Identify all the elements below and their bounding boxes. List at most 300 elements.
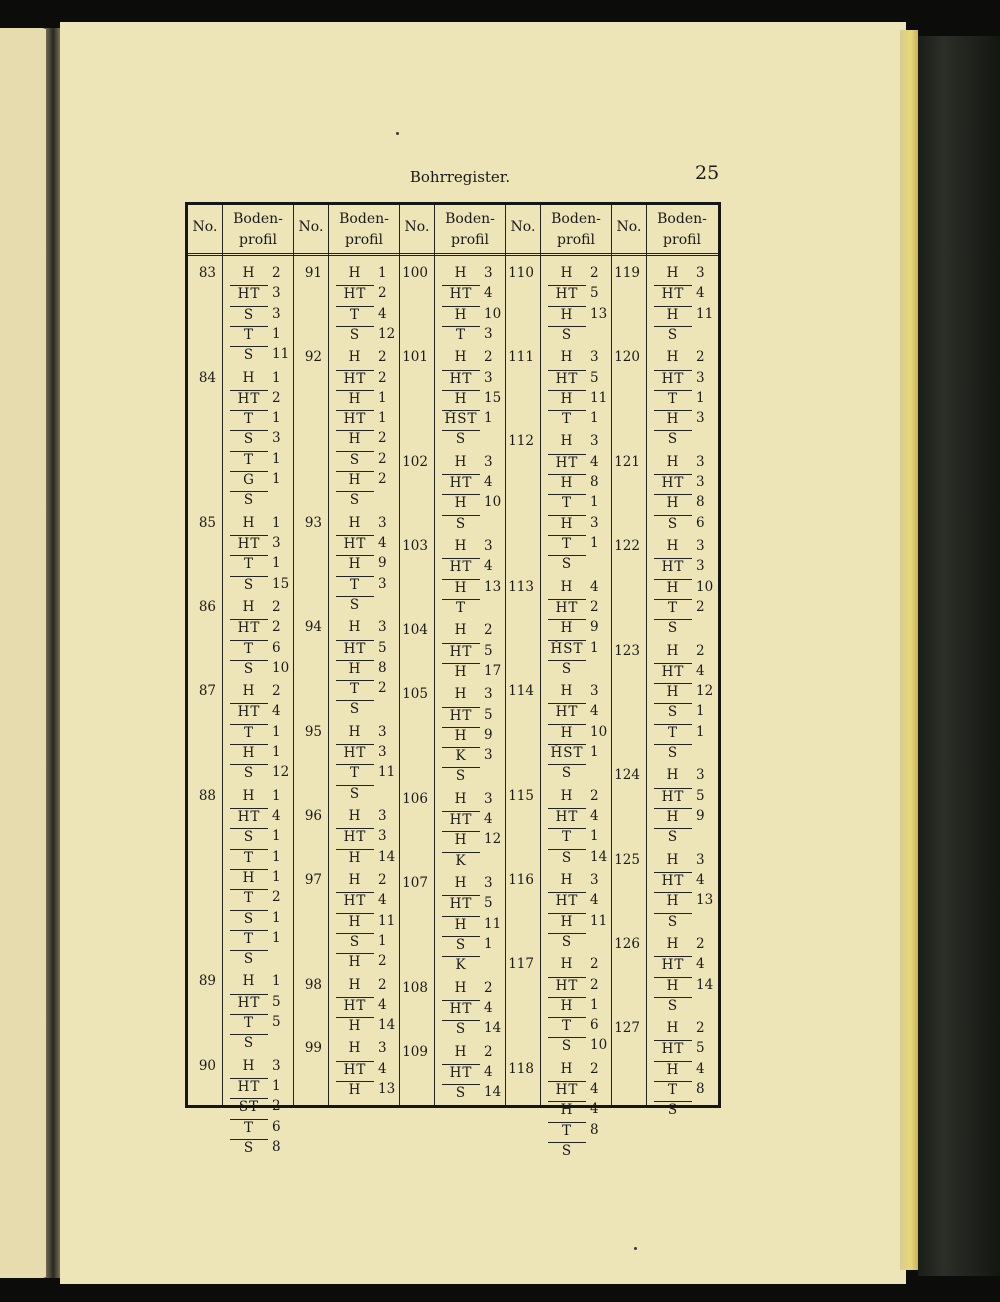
layer-symbol: H: [242, 973, 256, 990]
layer-thickness: 3: [696, 474, 705, 491]
layer-thickness: 2: [590, 976, 599, 993]
profile-layer: [654, 1038, 716, 1058]
layer-thickness: 1: [696, 703, 705, 720]
profile-layer: [442, 388, 504, 408]
layer-symbol: T: [230, 724, 268, 742]
layer-thickness: 2: [484, 1043, 493, 1060]
profile-layer: [654, 324, 716, 344]
layer-symbol: T: [336, 306, 374, 324]
profile-layer: [336, 304, 398, 324]
layer-thickness: 1: [272, 909, 281, 926]
borehole-number: 87: [198, 683, 216, 700]
layer-thickness: 4: [378, 1060, 387, 1077]
bohrregister-table: [185, 202, 721, 1159]
profile-layer: [654, 304, 716, 324]
profile-layer: [548, 742, 610, 762]
profile-layer: [336, 489, 398, 509]
profile-layer: [548, 533, 610, 553]
layer-symbol: H: [666, 349, 680, 366]
layer-symbol: S: [548, 933, 586, 951]
layer-thickness: 4: [378, 996, 387, 1013]
borehole-number: 85: [198, 514, 216, 531]
profile-layer: [442, 556, 504, 576]
profile-layer: [336, 1079, 398, 1099]
profile-layer: [442, 536, 504, 556]
layer-symbol: S: [654, 828, 692, 846]
layer-symbol: HT: [336, 744, 374, 762]
layer-thickness: 2: [378, 871, 387, 888]
layer-thickness: 3: [378, 575, 387, 592]
layer-symbol: H: [666, 265, 680, 281]
layer-thickness: 3: [378, 828, 387, 845]
borehole-number: 123: [614, 642, 640, 659]
borehole-number: 112: [508, 433, 534, 450]
layer-symbol: T: [230, 930, 268, 948]
layer-thickness: 1: [378, 265, 387, 281]
profile-layer: [336, 449, 398, 469]
layer-symbol: S: [548, 1142, 586, 1160]
layer-symbol: HT: [442, 285, 480, 303]
profile-layer: [442, 850, 504, 870]
profile-layer: [336, 283, 398, 303]
profile-layer: [336, 806, 398, 826]
layer-thickness: 3: [484, 747, 493, 764]
layer-symbol: H: [442, 727, 480, 745]
layer-thickness: 4: [590, 578, 599, 595]
borehole-number: 109: [402, 1043, 428, 1060]
layer-symbol: HT: [654, 1040, 692, 1058]
profile-layer: [230, 867, 292, 887]
layer-thickness: 2: [272, 889, 281, 906]
layer-symbol: H: [242, 265, 256, 281]
layer-thickness: 2: [378, 285, 387, 302]
profile-layer: [336, 347, 398, 367]
book-cover: [918, 36, 1000, 1276]
layer-thickness: 13: [696, 892, 714, 909]
profile-layer: [230, 1056, 292, 1076]
layer-symbol: S: [442, 515, 480, 533]
profile-layer: [654, 890, 716, 910]
layer-symbol: HT: [230, 808, 268, 826]
layer-thickness: 3: [696, 410, 705, 427]
layer-symbol: H: [348, 265, 362, 281]
header-bodenprofil: [328, 209, 400, 251]
layer-symbol: T: [654, 1081, 692, 1099]
profile-layer: [336, 826, 398, 846]
layer-thickness: 4: [696, 662, 705, 679]
layer-thickness: 10: [696, 578, 714, 595]
profile-layer: [654, 641, 716, 661]
profile-layer: [442, 789, 504, 809]
no-divider: [646, 205, 647, 1105]
borehole-number: 116: [508, 871, 534, 888]
layer-symbol: H: [348, 619, 362, 636]
layer-thickness: 3: [484, 265, 493, 281]
profile-layer: [442, 934, 504, 954]
page-number: 25: [695, 162, 720, 184]
layer-thickness: 1: [696, 389, 705, 406]
layer-symbol: H: [242, 514, 256, 531]
layer-thickness: 1: [590, 828, 599, 845]
layer-thickness: 2: [272, 265, 281, 281]
profile-layer: [548, 347, 610, 367]
layer-symbol: HT: [548, 703, 586, 721]
profile-layer: [548, 826, 610, 846]
header-bodenprofil-line1: Boden-: [233, 211, 283, 227]
profile-layer: [230, 1096, 292, 1116]
layer-symbol: H: [454, 686, 468, 703]
layer-thickness: 4: [696, 285, 705, 302]
layer-symbol: G: [230, 471, 268, 489]
layer-thickness: 3: [272, 1057, 281, 1074]
profile-layer: [548, 1099, 610, 1119]
profile-layer: [442, 263, 504, 283]
layer-thickness: 1: [272, 973, 281, 990]
layer-symbol: H: [666, 538, 680, 555]
profile-layer: [230, 533, 292, 553]
layer-thickness: 11: [378, 764, 396, 781]
profile-layer: [548, 847, 610, 867]
profile-layer: [654, 911, 716, 931]
layer-symbol: T: [230, 1119, 268, 1137]
layer-symbol: HT: [442, 1000, 480, 1018]
layer-symbol: HT: [336, 892, 374, 910]
profile-layer: [654, 722, 716, 742]
layer-thickness: 13: [484, 578, 502, 595]
layer-thickness: 3: [696, 851, 705, 868]
layer-thickness: 3: [590, 349, 599, 366]
layer-symbol: S: [230, 910, 268, 928]
layer-symbol: T: [336, 576, 374, 594]
profile-layer: [442, 408, 504, 428]
layer-symbol: HT: [336, 828, 374, 846]
layer-symbol: S: [442, 767, 480, 785]
profile-layer: [654, 850, 716, 870]
layer-thickness: 12: [696, 683, 714, 700]
header-no: No.: [192, 219, 218, 235]
layer-thickness: 3: [484, 325, 493, 342]
profile-layer: [336, 722, 398, 742]
borehole-number: 107: [402, 875, 428, 891]
layer-symbol: ȞST: [548, 640, 586, 658]
profile-layer: [336, 408, 398, 428]
layer-symbol: H: [454, 979, 468, 996]
layer-symbol: H: [336, 471, 374, 489]
profile-layer: [442, 705, 504, 725]
layer-thickness: 4: [484, 999, 493, 1016]
layer-symbol: H: [548, 390, 586, 408]
layer-symbol: T: [336, 764, 374, 782]
layer-symbol: H: [560, 265, 574, 281]
borehole-number: 92: [304, 349, 322, 366]
layer-symbol: H: [242, 598, 256, 615]
layer-thickness: 4: [590, 1081, 599, 1098]
header-bodenprofil-line1: Boden-: [551, 211, 601, 227]
layer-thickness: 10: [590, 1037, 608, 1054]
profile-layer: [336, 951, 398, 971]
layer-thickness: 14: [484, 1020, 502, 1037]
profile-layer: [654, 765, 716, 785]
no-divider: [540, 205, 541, 1105]
profile-layer: [654, 681, 716, 701]
profile-layer: [548, 786, 610, 806]
borehole-number: 101: [402, 349, 428, 366]
profile-layer: [548, 1140, 610, 1160]
layer-thickness: 5: [696, 1040, 705, 1057]
facing-page-edge: [0, 28, 52, 1278]
layer-thickness: 13: [590, 305, 608, 322]
profile-layer: [442, 641, 504, 661]
layer-symbol: HT: [654, 956, 692, 974]
layer-symbol: S: [654, 430, 692, 448]
borehole-number: 84: [198, 369, 216, 386]
profile-layer: [336, 658, 398, 678]
layer-symbol: H: [336, 555, 374, 573]
layer-symbol: HT: [654, 474, 692, 492]
layer-symbol: H: [348, 514, 362, 531]
layer-symbol: H: [442, 916, 480, 934]
header-bodenprofil: [540, 209, 612, 251]
profile-layer: [442, 765, 504, 785]
profile-layer: [230, 428, 292, 448]
layer-symbol: S: [654, 913, 692, 931]
profile-layer: [230, 722, 292, 742]
layer-thickness: 1: [272, 828, 281, 845]
profile-layer: [230, 681, 292, 701]
layer-symbol: S: [654, 619, 692, 637]
layer-symbol: H: [442, 390, 480, 408]
profile-layer: [336, 553, 398, 573]
layer-symbol: HT: [336, 997, 374, 1015]
layer-thickness: 2: [378, 953, 387, 970]
profile-layer: [548, 472, 610, 492]
layer-symbol: S: [442, 1020, 480, 1038]
layer-symbol: T: [548, 1017, 586, 1035]
profile-layer: [654, 701, 716, 721]
layer-thickness: 1: [590, 639, 599, 656]
borehole-number: 118: [508, 1060, 534, 1077]
layer-thickness: 3: [696, 369, 705, 386]
layer-thickness: 5: [696, 787, 705, 804]
layer-symbol: H: [654, 808, 692, 826]
layer-symbol: S: [654, 997, 692, 1015]
profile-layer: [336, 513, 398, 533]
layer-thickness: 1: [272, 868, 281, 885]
layer-symbol: T: [654, 724, 692, 742]
layer-symbol: S: [230, 764, 268, 782]
profile-layer: [230, 304, 292, 324]
profile-layer: [548, 577, 610, 597]
layer-thickness: 9: [590, 619, 599, 636]
layer-thickness: 3: [378, 808, 387, 825]
borehole-number: 96: [304, 808, 322, 825]
layer-thickness: 1: [272, 787, 281, 804]
layer-thickness: 3: [378, 619, 387, 636]
profile-layer: [336, 890, 398, 910]
profile-layer: [442, 914, 504, 934]
profile-layer: [230, 658, 292, 678]
profile-layer: [548, 722, 610, 742]
borehole-number: 99: [304, 1040, 322, 1057]
layer-symbol: H: [654, 579, 692, 597]
layer-symbol: H: [666, 453, 680, 470]
profile-layer: [442, 347, 504, 367]
layer-thickness: 4: [484, 811, 493, 828]
borehole-number: 94: [304, 619, 322, 636]
borehole-number: 93: [304, 514, 322, 531]
profile-layer: [336, 638, 398, 658]
layer-thickness: 5: [484, 706, 493, 723]
profile-layer: [442, 368, 504, 388]
profile-layer: [230, 826, 292, 846]
profile-layer: [654, 1059, 716, 1079]
layer-symbol: HT: [442, 643, 480, 661]
layer-symbol: H: [454, 1043, 468, 1060]
header-bodenprofil-line2: profil: [663, 232, 701, 248]
layer-symbol: HT: [230, 390, 268, 408]
profile-layer: [548, 513, 610, 533]
layer-symbol: H: [442, 663, 480, 681]
layer-thickness: 1: [272, 929, 281, 946]
profile-layer: [548, 975, 610, 995]
profile-layer: [230, 971, 292, 991]
layer-symbol: S: [654, 515, 692, 533]
layer-symbol: HT: [442, 370, 480, 388]
layer-thickness: 10: [484, 305, 502, 322]
profile-layer: [442, 893, 504, 913]
layer-thickness: 3: [590, 514, 599, 531]
profile-layer: [654, 742, 716, 762]
layer-symbol: H: [666, 851, 680, 868]
layer-thickness: 2: [590, 956, 599, 973]
layer-symbol: HT: [548, 1081, 586, 1099]
layer-thickness: 12: [272, 764, 290, 781]
profile-layer: [230, 449, 292, 469]
profile-layer: [654, 428, 716, 448]
layer-symbol: H: [666, 935, 680, 952]
layer-symbol: HT: [336, 640, 374, 658]
layer-symbol: ȞST: [442, 410, 480, 428]
profile-layer: [442, 428, 504, 448]
layer-thickness: 2: [378, 680, 387, 697]
layer-symbol: HT: [654, 285, 692, 303]
layer-symbol: H: [560, 956, 574, 973]
layer-thickness: 4: [272, 808, 281, 825]
profile-layer: [654, 870, 716, 890]
layer-thickness: 1: [272, 1078, 281, 1094]
layer-thickness: 3: [484, 369, 493, 386]
layer-symbol: H: [442, 831, 480, 849]
profile-layer: [442, 809, 504, 829]
layer-thickness: 2: [378, 976, 387, 993]
layer-thickness: 4: [590, 703, 599, 720]
profile-layer: [230, 388, 292, 408]
layer-symbol: T: [230, 640, 268, 658]
layer-symbol: HT: [336, 1061, 374, 1079]
layer-symbol: HT: [442, 895, 480, 913]
header-bodenprofil-line2: profil: [345, 232, 383, 248]
layer-thickness: 1: [484, 935, 493, 952]
layer-symbol: H: [242, 683, 256, 700]
borehole-number: 106: [402, 790, 428, 807]
layer-symbol: S: [442, 430, 480, 448]
layer-symbol: H: [336, 1081, 374, 1099]
layer-thickness: 1: [590, 410, 599, 427]
profile-layer: [442, 684, 504, 704]
profile-layer: [442, 1082, 504, 1102]
layer-thickness: 2: [696, 598, 705, 615]
layer-thickness: 1: [272, 471, 281, 488]
layer-thickness: 12: [484, 831, 502, 848]
layer-thickness: 8: [590, 1121, 599, 1138]
layer-thickness: 12: [378, 325, 396, 342]
profile-layer: [230, 948, 292, 968]
layer-symbol: H: [548, 306, 586, 324]
layer-symbol: H: [666, 767, 680, 784]
layer-symbol: H: [454, 265, 468, 281]
borehole-number: 110: [508, 265, 534, 281]
layer-thickness: 9: [484, 726, 493, 743]
layer-symbol: H: [242, 787, 256, 804]
layer-thickness: 2: [696, 1020, 705, 1037]
layer-symbol: H: [336, 390, 374, 408]
layer-symbol: H: [666, 1020, 680, 1037]
profile-layer: [654, 995, 716, 1015]
layer-symbol: HT: [442, 558, 480, 576]
profile-layer: [548, 762, 610, 782]
header-bodenprofil-line2: profil: [557, 232, 595, 248]
layer-symbol: S: [336, 451, 374, 469]
layer-symbol: H: [336, 660, 374, 678]
profile-layer: [442, 661, 504, 681]
profile-layer: [230, 806, 292, 826]
layer-thickness: 11: [378, 912, 396, 929]
layer-symbol: H: [454, 538, 468, 555]
borehole-number: 91: [304, 265, 322, 281]
layer-thickness: 2: [590, 598, 599, 615]
layer-thickness: 2: [272, 1098, 281, 1115]
profile-layer: [230, 1012, 292, 1032]
profile-layer: [336, 368, 398, 388]
borehole-number: 103: [402, 538, 428, 555]
layer-thickness: 10: [272, 659, 290, 676]
layer-symbol: S: [654, 1101, 692, 1119]
layer-thickness: 1: [272, 369, 281, 386]
profile-layer: [654, 806, 716, 826]
layer-symbol: K: [442, 852, 480, 870]
profile-layer: [548, 1035, 610, 1055]
layer-thickness: 2: [484, 622, 493, 639]
profile-layer: [230, 263, 292, 283]
layer-thickness: 4: [378, 534, 387, 551]
header-bodenprofil-line1: Boden-: [657, 211, 707, 227]
layer-thickness: 1: [378, 410, 387, 427]
layer-symbol: H: [548, 619, 586, 637]
layer-thickness: 3: [696, 265, 705, 281]
layer-symbol: H: [348, 808, 362, 825]
profile-layer: [230, 992, 292, 1012]
layer-thickness: 2: [378, 369, 387, 386]
borehole-number: 117: [508, 956, 534, 973]
layer-symbol: S: [336, 596, 374, 614]
layer-symbol: H: [336, 430, 374, 448]
header-bodenprofil-line1: Boden-: [445, 211, 495, 227]
layer-thickness: 2: [272, 683, 281, 700]
layer-symbol: HT: [654, 370, 692, 388]
profile-layer: [230, 742, 292, 762]
layer-symbol: S: [548, 1037, 586, 1055]
layer-thickness: 8: [590, 474, 599, 491]
